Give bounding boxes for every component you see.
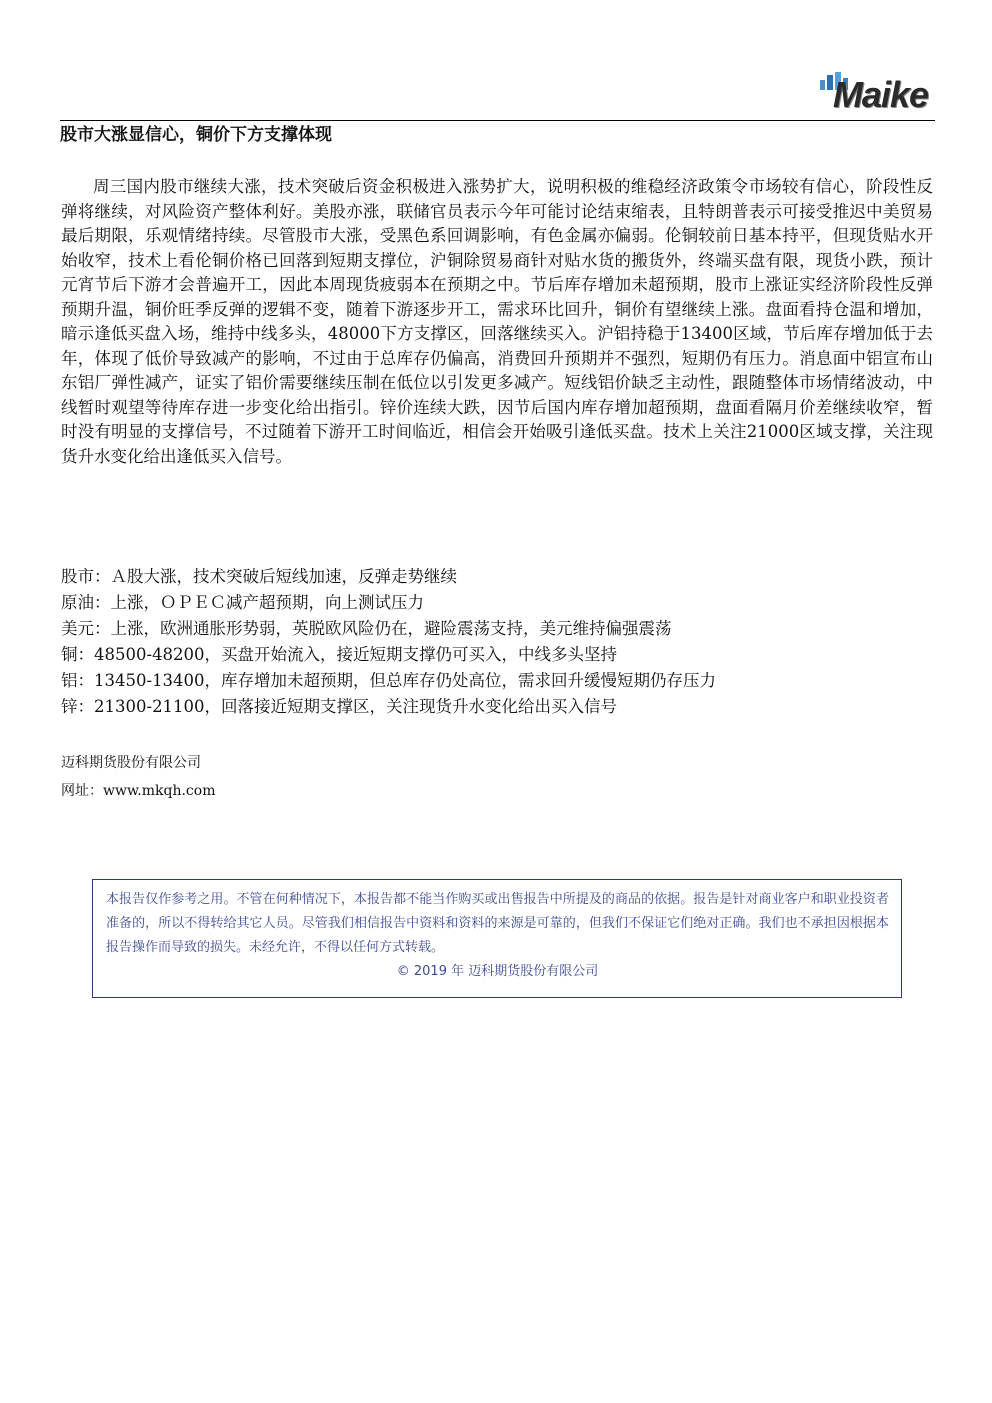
summary-item-usd: 美元：上涨，欧洲通胀形势弱，英脱欧风险仍在，避险震荡支持，美元维持偏强震荡 xyxy=(61,619,672,638)
report-body: 周三国内股市继续大涨，技术突破后资金积极进入涨势扩大，说明积极的维稳经济政策令市场较有信心，阶段性反弹将继续，对风险资产整体利好。美股亦涨，联储官员表示今年可能讨论结束缩表，且特朗普表示可接受推迟中美贸易最后期限，乐观情绪持续。尽管股市大涨，受黑色系回调影响，有色金属亦偏弱。伦铜较前日基本持平，但现货贴水开始收窄，技术上看伦铜价格已回落到短期支撑位，沪铜除贸易商针对贴水货的搬货外，终端买盘有限，现货小跌，预计元宵节后下游才会普遍开工，因此本周现货疲弱本在预期之中。节后库存增加未超预期，股市上涨证实经济阶段性反弹预期升温，铜价旺季反弹的逻辑不变，随着下游逐步开工，需求环比回升，铜价有望继续上涨。盘面看持仓温和增加，暗示逢低买盘入场，维持中线多头，48000下方支撑区，回落继续买入。沪铝持稳于13400区域，节后库存增加低于去年，体现了低价导致减产的影响，不过由于总库存仍偏高，消费回升预期并不强烈，短期仍有压力。消息面中铝宣布山东铝厂弹性减产，证实了铝价需要继续压制在低位以引发更多减产。短线铝价缺乏主动性，跟随整体市场情绪波动，中线暂时观望等待库存进一步变化给出指引。锌价连续大跌，因节后国内库存增加超预期，盘面看隔月价差继续收窄，暂时没有明显的支撑信号，不过随着下游开工时间临近，相信会开始吸引逢低买盘。技术上关注21000区域支撑，关注现货升水变化给出逢低买入信号。 xyxy=(61,177,933,466)
copyright-notice: © 2019 年 迈科期货股份有限公司 xyxy=(396,964,599,979)
summary-item-copper: 铜：48500-48200，买盘开始流入，接近短期支撑仍可买入，中线多头坚持 xyxy=(61,645,618,664)
company-logo xyxy=(788,72,928,118)
summary-item-crude-oil: 原油：上涨，ＯＰＥＣ减产超预期，向上测试压力 xyxy=(61,593,424,612)
summary-item-stocks: 股市：Ａ股大涨，技术突破后短线加速，反弹走势继续 xyxy=(61,567,457,586)
summary-item-aluminum: 铝：13450-13400，库存增加未超预期，但总库存仍处高位，需求回升缓慢短期仍存压力 xyxy=(61,671,717,690)
logo-text: Maike xyxy=(832,74,928,115)
disclaimer-box xyxy=(92,879,902,998)
disclaimer-text: 本报告仅作参考之用。不管在何种情况下，本报告都不能当作购买或出售报告中所提及的商品的依据。报告是针对商业客户和职业投资者准备的，所以不得转给其它人员。尽管我们相信报告中资料和资料的来源是可靠的，但我们不保证它们绝对正确。我们也不承担因根据本报告操作而导致的损失。未经允许，不得以任何方式转载。 xyxy=(106,892,889,955)
report-title: 股市大涨显信心，铜价下方支撑体现 xyxy=(60,125,332,145)
company-name: 迈科期货股份有限公司 xyxy=(61,755,201,771)
company-info xyxy=(61,749,215,805)
company-website: 网址：www.mkqh.com xyxy=(61,783,216,799)
summary-item-zinc: 锌：21300-21100，回落接近短期支撑区，关注现货升水变化给出买入信号 xyxy=(61,697,618,716)
market-summary-list xyxy=(61,564,933,720)
header-divider xyxy=(60,120,935,121)
